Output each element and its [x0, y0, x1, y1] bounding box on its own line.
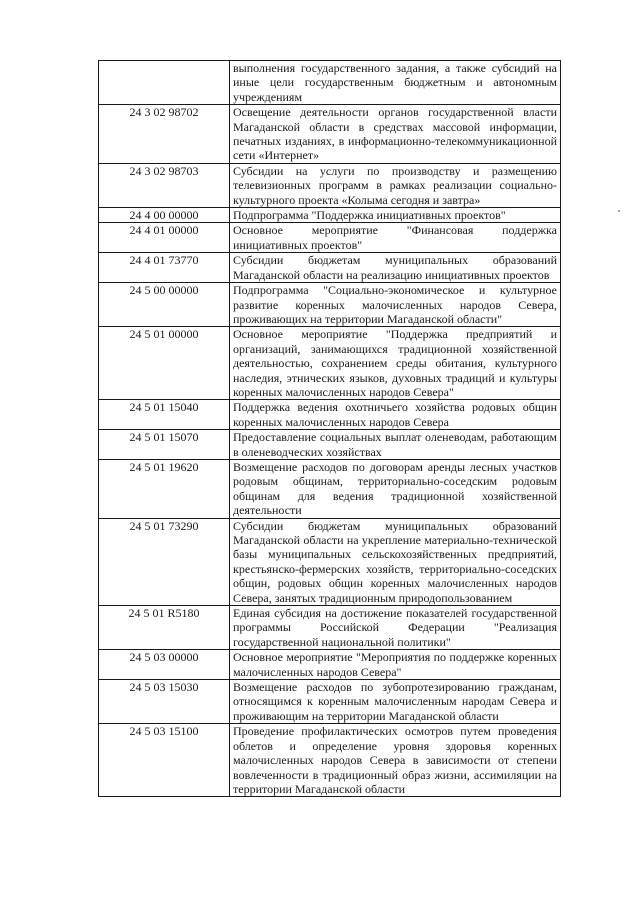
table-row — [99, 283, 561, 327]
row-description: Основное мероприятие "Мероприятия по поддержке коренных малочисленных народов Севера" — [230, 650, 561, 680]
table-row — [99, 223, 561, 253]
table-row — [99, 253, 561, 283]
table-row — [99, 61, 561, 105]
table-row — [99, 650, 561, 680]
row-description: Возмещение расходов по зубопротезированию гражданам, относящимся к коренным малочисленным народам Севера и проживающим на территории Магаданской области — [230, 680, 561, 724]
row-code: 24 5 01 15070 — [99, 430, 230, 460]
table-row — [99, 518, 561, 605]
table-row — [99, 163, 561, 207]
row-code: 24 4 01 73770 — [99, 253, 230, 283]
row-description: Субсидии бюджетам муниципальных образований Магаданской области на укрепление материально-технической базы муниципальных сельскохозяйственных предприятий, крестьянско-фермерских хозяйств, территориально-соседских общин, родовых общин коренных малочисленных народов Севера, занятых традиционным природопользованием — [230, 518, 561, 605]
row-description: Основное мероприятие "Поддержка предприятий и организаций, занимающихся традиционной хозяйственной деятельностью, сохранением среды обитания, культурного наследия, этнических языков, духовных традиций и культуры коренных малочисленных народов Севера" — [230, 327, 561, 400]
row-code: 24 5 01 19620 — [99, 459, 230, 518]
row-description: Основное мероприятие "Финансовая поддержка инициативных проектов" — [230, 223, 561, 253]
row-description: Подпрограмма "Поддержка инициативных проектов" — [230, 208, 561, 223]
row-code: 24 5 00 00000 — [99, 283, 230, 327]
row-code: 24 5 01 15040 — [99, 400, 230, 430]
table-row — [99, 606, 561, 650]
row-description: Подпрограмма "Социально-экономическое и культурное развитие коренных малочисленных народов Севера, проживающих на территории Магаданской области" — [230, 283, 561, 327]
budget-classification-table — [98, 60, 561, 797]
table-row — [99, 680, 561, 724]
row-code: 24 5 03 15100 — [99, 724, 230, 797]
row-code: 24 4 00 00000 — [99, 208, 230, 223]
row-code: 24 4 01 00000 — [99, 223, 230, 253]
table-row — [99, 327, 561, 400]
row-description: Проведение профилактических осмотров путем проведения облетов и определение уровня здоровья коренных малочисленных народов Севера в зависимости от степени вовлеченности в традиционный образ жизни, ассимиляции на территории Магаданской области — [230, 724, 561, 797]
row-code: 24 3 02 98703 — [99, 163, 230, 207]
row-description: Возмещение расходов по договорам аренды лесных участков родовым общинам, территориально-соседским родовым общинам для ведения традиционной хозяйственной деятельности — [230, 459, 561, 518]
table-row — [99, 400, 561, 430]
row-description: Поддержка ведения охотничьего хозяйства родовых общин коренных малочисленных народов Севера — [230, 400, 561, 430]
row-code: 24 3 02 98702 — [99, 105, 230, 164]
table-row — [99, 105, 561, 164]
row-description: Предоставление социальных выплат оленеводам, работающим в оленеводческих хозяйствах — [230, 430, 561, 460]
row-description: Субсидии бюджетам муниципальных образований Магаданской области на реализацию инициативных проектов — [230, 253, 561, 283]
row-code — [99, 61, 230, 105]
row-description: Единая субсидия на достижение показателей государственной программы Российской Федерации "Реализация государственной национальной политики" — [230, 606, 561, 650]
row-code: 24 5 03 15030 — [99, 680, 230, 724]
table-row — [99, 459, 561, 518]
table-row — [99, 724, 561, 797]
row-code: 24 5 03 00000 — [99, 650, 230, 680]
row-description: выполнения государственного задания, а также субсидий на иные цели государственным бюджетным и автономным учреждениям — [230, 61, 561, 105]
row-code: 24 5 01 R5180 — [99, 606, 230, 650]
scan-speck — [618, 210, 620, 212]
table-row — [99, 208, 561, 223]
row-description: Освещение деятельности органов государственной власти Магаданской области в средствах массовой информации, печатных изданиях, в информационно-телекоммуникационной сети «Интернет» — [230, 105, 561, 164]
table-row — [99, 430, 561, 460]
row-code: 24 5 01 73290 — [99, 518, 230, 605]
row-code: 24 5 01 00000 — [99, 327, 230, 400]
row-description: Субсидии на услуги по производству и размещению телевизионных программ в рамках реализации социально-культурного проекта «Колыма сегодня и завтра» — [230, 163, 561, 207]
